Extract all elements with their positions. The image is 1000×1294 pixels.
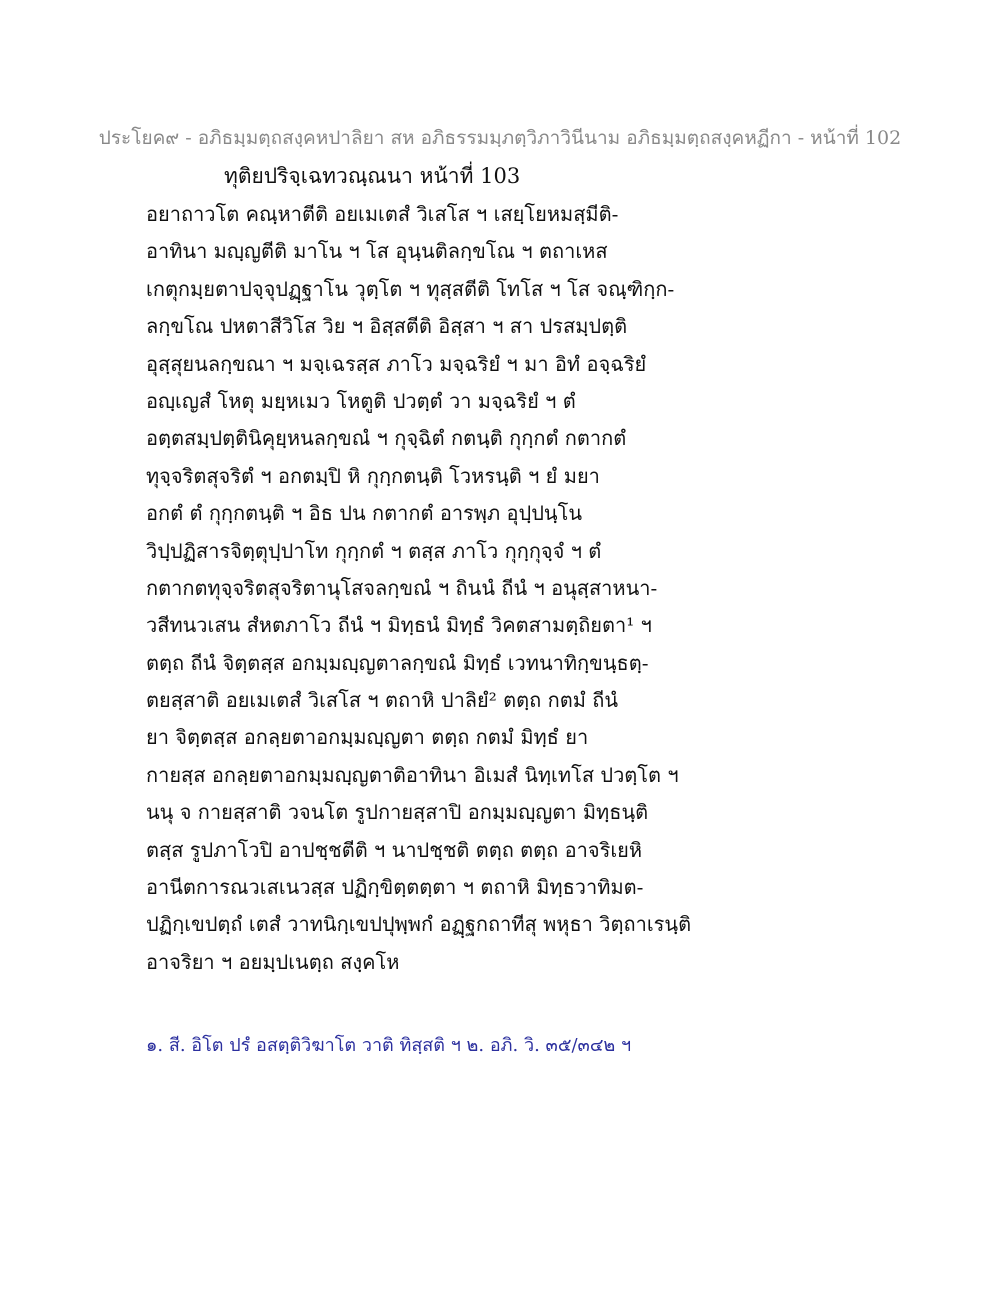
body-line: วสีทนวเสน สํหตภาโว ถีนํ ฯ มิทฺธนํ มิทฺธํ วิคตสามตฺถิยตา¹ ฯ (146, 613, 652, 638)
running-header: ประโยค๙ - อภิธมฺมตฺถสงฺคหปาลิยา สห อภิธรรมมฺภตฺวิภาวินีนาม อภิธมฺมตฺถสงฺคหฏีกา - หน้าที่ 102 (98, 127, 902, 149)
body-line: อญฺเญสํ โหตุ มยฺหเมว โหตูติ ปวตฺตํ วา มจฺฉริยํ ฯ ตํ (146, 388, 576, 413)
body-line: ลกฺขโณ ปหตาสีวิโส วิย ฯ อิสฺสตีติ อิสฺสา ฯ สา ปรสมฺปตฺติ (146, 314, 628, 339)
body-line: อุสฺสุยนลกฺขณา ฯ มจฺเฉรสฺส ภาโว มจฺฉริยํ ฯ มา อิทํ อจฺฉริยํ (146, 351, 647, 376)
body-line: กตากตทุจฺจริตสุจริตานุโสจลกฺขณํ ฯ ถินนํ ถีนํ ฯ อนุสฺสาหนา- (146, 575, 658, 600)
footnote: ๑. สี. อิโต ปรํ อสตฺติวิฆาโต วาติ ทิสฺสติ ฯ ๒. อภิ. วิ. ๓๕/๓๔๒ ฯ (146, 1035, 632, 1056)
body-line: อานีตการณวเสเนวสฺส ปฏิกฺขิตฺตตฺตา ฯ ตถาหิ มิทฺธวาทิมต- (146, 875, 644, 900)
body-line: ตยสฺสาติ อยเมเตสํ วิเสโส ฯ ตถาหิ ปาลิยํ² ตตฺถ กตมํ ถีนํ (146, 688, 619, 713)
section-heading: ทุติยปริจฺเฉทวณฺณนา หน้าที่ 103 (224, 164, 521, 188)
body-line: ตสฺส รูปภาโวปิ อาปชฺชตีติ ฯ นาปชฺชติ ตตฺถ ตตฺถ อาจริเยหิ (146, 837, 643, 862)
body-line: วิปฺปฏิสารจิตฺตุปฺปาโท กุกฺกตํ ฯ ตสฺส ภาโว กุกฺกุจฺจํ ฯ ตํ (146, 538, 602, 563)
body-line: อาทินา มญฺญตีติ มาโน ฯ โส อุนฺนติลกฺขโณ ฯ ตถาเหส (146, 239, 608, 264)
body-line: อาจริยา ฯ อยมฺปเนตฺถ สงฺคโห (146, 949, 400, 974)
body-text (146, 196, 706, 981)
body-line: ยา จิตฺตสฺส อกลฺยตาอกมฺมญฺญตา ตตฺถ กตมํ มิทฺธํ ยา (146, 725, 589, 750)
body-line: กายสฺส อกลฺยตาอกมฺมญฺญตาติอาทินา อิเมสํ นิทฺเทโส ปวตฺโต ฯ (146, 762, 679, 787)
body-line: นนุ จ กายสฺสาติ วจนโต รูปกายสฺสาปิ อกมฺมญฺญตา มิทฺธนฺติ (146, 800, 649, 825)
body-line: เกตุกมฺยตาปจฺจุปฏฺฐาโน วุตฺโต ฯ ทุสฺสตีติ โทโส ฯ โส จณฺฑิกฺก- (146, 276, 675, 301)
body-line: ทุจฺจริตสุจริตํ ฯ อกตมฺปิ หิ กุกฺกตนฺติ โวหรนฺติ ฯ ยํ มยา (146, 463, 600, 488)
body-line: อตฺตสมฺปตฺตินิคุยฺหนลกฺขณํ ฯ กุจฺฉิตํ กตนฺติ กุกฺกตํ กตากตํ (146, 426, 627, 451)
body-line: อกตํ ตํ กุกฺกตนฺติ ฯ อิธ ปน กตากตํ อารพฺภ อุปฺปนฺโน (146, 501, 583, 526)
body-line: อยาถาวโต คณฺหาตีติ อยเมเตสํ วิเสโส ฯ เสยฺโยหมสฺมีติ- (146, 202, 619, 226)
body-line: ปฏิกฺเขปตฺถํ เตสํ วาทนิกฺเขปปุพฺพกํ อฏฺฐกถาทีสุ พหุธา วิตฺถาเรนฺติ (146, 912, 692, 937)
body-line: ตตฺถ ถีนํ จิตฺตสฺส อกมฺมญฺญตาลกฺขณํ มิทฺธํ เวทนาทิกฺขนฺธตฺ- (146, 650, 649, 675)
